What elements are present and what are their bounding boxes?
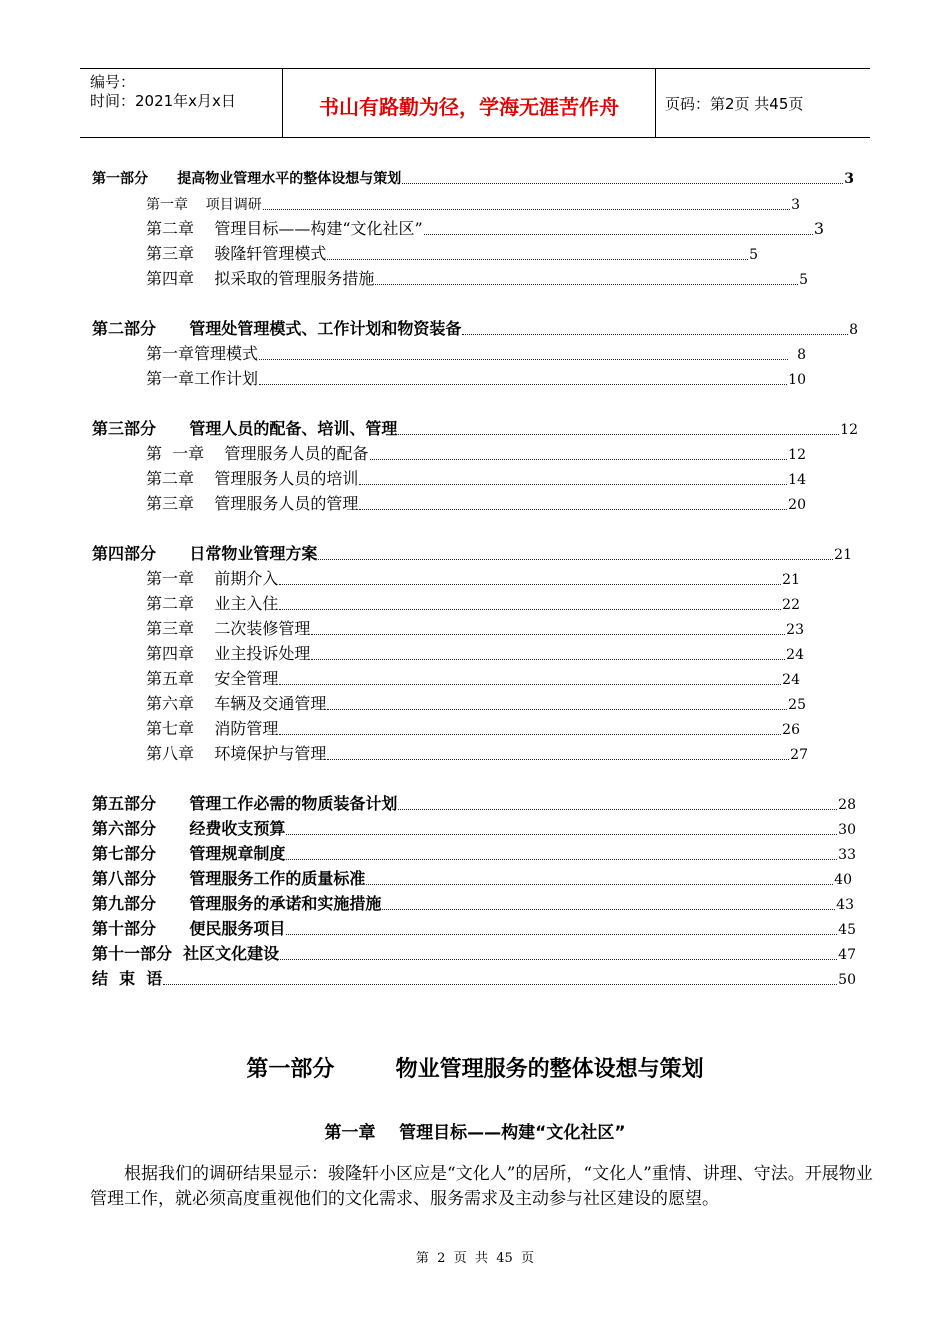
toc-entry[interactable]	[92, 896, 854, 912]
toc-entry[interactable]	[146, 471, 806, 487]
toc-leader	[398, 809, 837, 810]
toc-entry[interactable]	[92, 796, 856, 812]
toc-entry[interactable]	[92, 971, 856, 987]
toc-leader	[263, 209, 790, 210]
toc-entry-title: 第二部分 管理处管理模式、工作计划和物资装备	[92, 319, 462, 338]
toc-entry-title: 第一章管理模式	[146, 344, 259, 363]
toc-entry-title: 第四章 拟采取的管理服务措施	[146, 269, 375, 288]
toc-leader	[398, 434, 839, 435]
toc-entry[interactable]	[146, 446, 806, 462]
toc-entry-title: 第八部分 管理服务工作的质量标准	[92, 869, 366, 888]
toc-leader	[259, 384, 787, 385]
toc-entry-title: 第三章 骏隆轩管理模式	[146, 244, 327, 263]
toc-entry-page: 30	[838, 822, 856, 838]
toc-leader	[382, 909, 835, 910]
toc-entry-page: 3	[791, 197, 800, 213]
toc-leader	[286, 859, 837, 860]
page-header	[80, 68, 870, 138]
toc-entry-page: 8	[797, 347, 806, 363]
toc-leader	[366, 884, 833, 885]
toc-entry-title: 第九部分 管理服务的承诺和实施措施	[92, 894, 382, 913]
toc-entry-title: 第七部分 管理规章制度	[92, 844, 286, 863]
toc-entry-title: 第一章 前期介入	[146, 569, 279, 588]
header-meta-cell	[80, 69, 282, 137]
toc-entry[interactable]	[146, 198, 800, 212]
toc-entry-title: 第四章 业主投诉处理	[146, 644, 311, 663]
toc-entry-title: 第六章 车辆及交通管理	[146, 694, 327, 713]
page-footer: 第 2 页 共 45 页	[415, 1251, 535, 1266]
section-title: 第一部分 物业管理服务的整体设想与策划	[246, 1057, 704, 1082]
toc-entry-page: 43	[836, 897, 854, 913]
toc-leader	[286, 934, 837, 935]
toc-entry-title: 第三章 管理服务人员的管理	[146, 494, 359, 513]
toc-entry-page: 12	[840, 422, 858, 438]
toc-entry-title: 第二章 业主入住	[146, 594, 279, 613]
toc-entry-page: 47	[838, 947, 856, 963]
toc-entry-page: 3	[813, 219, 824, 238]
document-date-label: 时间：2021年x月x日	[90, 92, 236, 110]
toc-entry-title: 第四部分 日常物业管理方案	[92, 544, 318, 563]
toc-leader	[279, 609, 781, 610]
toc-leader	[375, 284, 798, 285]
toc-entry[interactable]	[92, 546, 852, 562]
toc-leader	[311, 634, 785, 635]
header-page-cell	[655, 69, 870, 137]
toc-entry-page: 8	[849, 322, 858, 338]
toc-entry-page: 28	[838, 797, 856, 813]
toc-entry-page: 24	[782, 672, 800, 688]
header-page-info: 页码：第2页 共45页	[665, 95, 804, 113]
toc-entry-page: 22	[782, 597, 800, 613]
toc-leader	[279, 684, 781, 685]
toc-leader	[259, 359, 788, 360]
toc-entry[interactable]	[146, 571, 800, 587]
toc-leader	[424, 234, 813, 235]
toc-entry-title: 第一部分 提高物业管理水平的整体设想与策划	[92, 171, 402, 187]
document-number-label: 编号：	[90, 73, 136, 91]
toc-entry-title: 第八章 环境保护与管理	[146, 744, 327, 763]
toc-leader	[327, 759, 789, 760]
toc-entry-page: 27	[790, 747, 808, 763]
toc-leader	[370, 459, 788, 460]
toc-entry[interactable]	[146, 621, 804, 637]
toc-entry-title: 第六部分 经费收支预算	[92, 819, 286, 838]
toc-entry-title: 第十部分 便民服务项目	[92, 919, 286, 938]
toc-entry-page: 40	[834, 872, 852, 888]
toc-entry[interactable]	[92, 421, 858, 437]
toc-entry-page: 21	[782, 572, 800, 588]
toc-entry-title: 第五部分 管理工作必需的物质装备计划	[92, 794, 398, 813]
toc-entry-page: 24	[786, 647, 804, 663]
header-motto-cell	[282, 69, 656, 137]
toc-leader	[318, 559, 833, 560]
toc-entry-page: 20	[788, 497, 806, 513]
toc-entry-title: 第一章 项目调研	[146, 197, 262, 213]
toc-entry-title: 第五章 安全管理	[146, 669, 279, 688]
toc-entry-title: 第七章 消防管理	[146, 719, 279, 738]
toc-leader	[327, 709, 787, 710]
toc-entry[interactable]	[92, 946, 856, 962]
toc-entry-title: 第 一章 管理服务人员的配备	[146, 444, 369, 463]
toc-entry-title: 第二章 管理目标——构建“文化社区”	[146, 219, 423, 238]
toc-entry[interactable]	[92, 921, 856, 937]
toc-leader	[359, 484, 787, 485]
toc-entry-page: 26	[782, 722, 800, 738]
toc-leader	[279, 734, 781, 735]
toc-entry[interactable]	[146, 671, 800, 687]
toc-leader	[163, 984, 837, 985]
toc-entry-title: 第三章 二次装修管理	[146, 619, 311, 638]
toc-entry-title: 第一章工作计划	[146, 369, 259, 388]
toc-leader	[311, 659, 785, 660]
toc-entry[interactable]	[92, 846, 856, 862]
toc-leader	[280, 959, 837, 960]
toc-entry[interactable]	[146, 221, 824, 237]
toc-leader	[327, 259, 748, 260]
toc-entry-page: 5	[749, 247, 758, 263]
toc-entry[interactable]	[92, 172, 854, 186]
toc-leader	[279, 584, 781, 585]
toc-entry-page: 12	[788, 447, 806, 463]
toc-entry-page: 5	[799, 272, 808, 288]
toc-entry-page: 25	[788, 697, 806, 713]
toc-entry-title: 结 束 语	[92, 969, 163, 988]
toc-entry-page: 21	[834, 547, 852, 563]
toc-entry-page: 45	[838, 922, 856, 938]
toc-entry-page: 14	[788, 472, 806, 488]
toc-leader	[462, 334, 848, 335]
toc-entry-page: 23	[786, 622, 804, 638]
toc-leader	[359, 509, 787, 510]
toc-entry[interactable]	[92, 821, 856, 837]
toc-entry-page: 3	[844, 171, 854, 187]
toc-entry[interactable]	[92, 321, 858, 337]
toc-entry-page: 10	[788, 372, 806, 388]
body-paragraph: 根据我们的调研结果显示：骏隆轩小区应是“文化人”的居所，“文化人”重情、讲理、守法。开展物业管理工作，就必须高度重视他们的文化需求、服务需求及主动参与社区建设的愿望。	[90, 1164, 873, 1209]
toc-entry[interactable]	[146, 746, 808, 762]
toc-entry-title: 第二章 管理服务人员的培训	[146, 469, 359, 488]
toc-entry-title: 第三部分 管理人员的配备、培训、管理	[92, 419, 398, 438]
toc-entry-title: 第十一部分 社区文化建设	[92, 944, 280, 963]
toc-entry[interactable]	[92, 871, 852, 887]
toc-entry[interactable]	[146, 696, 806, 712]
toc-entry[interactable]	[146, 371, 806, 387]
toc-entry[interactable]	[146, 721, 800, 737]
toc-entry-page: 33	[838, 847, 856, 863]
toc-entry-page: 50	[838, 972, 856, 988]
toc-leader	[402, 183, 843, 184]
toc-entry[interactable]	[146, 646, 804, 662]
chapter-title: 第一章 管理目标——构建“文化社区”	[324, 1123, 626, 1143]
toc-entry[interactable]	[146, 271, 808, 287]
toc-entry[interactable]	[146, 496, 806, 512]
header-motto: 书山有路勤为径，学海无涯苦作舟	[319, 95, 619, 119]
toc-entry[interactable]	[146, 246, 758, 262]
toc-entry[interactable]	[146, 596, 800, 612]
toc-entry[interactable]	[146, 346, 806, 362]
toc-leader	[286, 834, 837, 835]
